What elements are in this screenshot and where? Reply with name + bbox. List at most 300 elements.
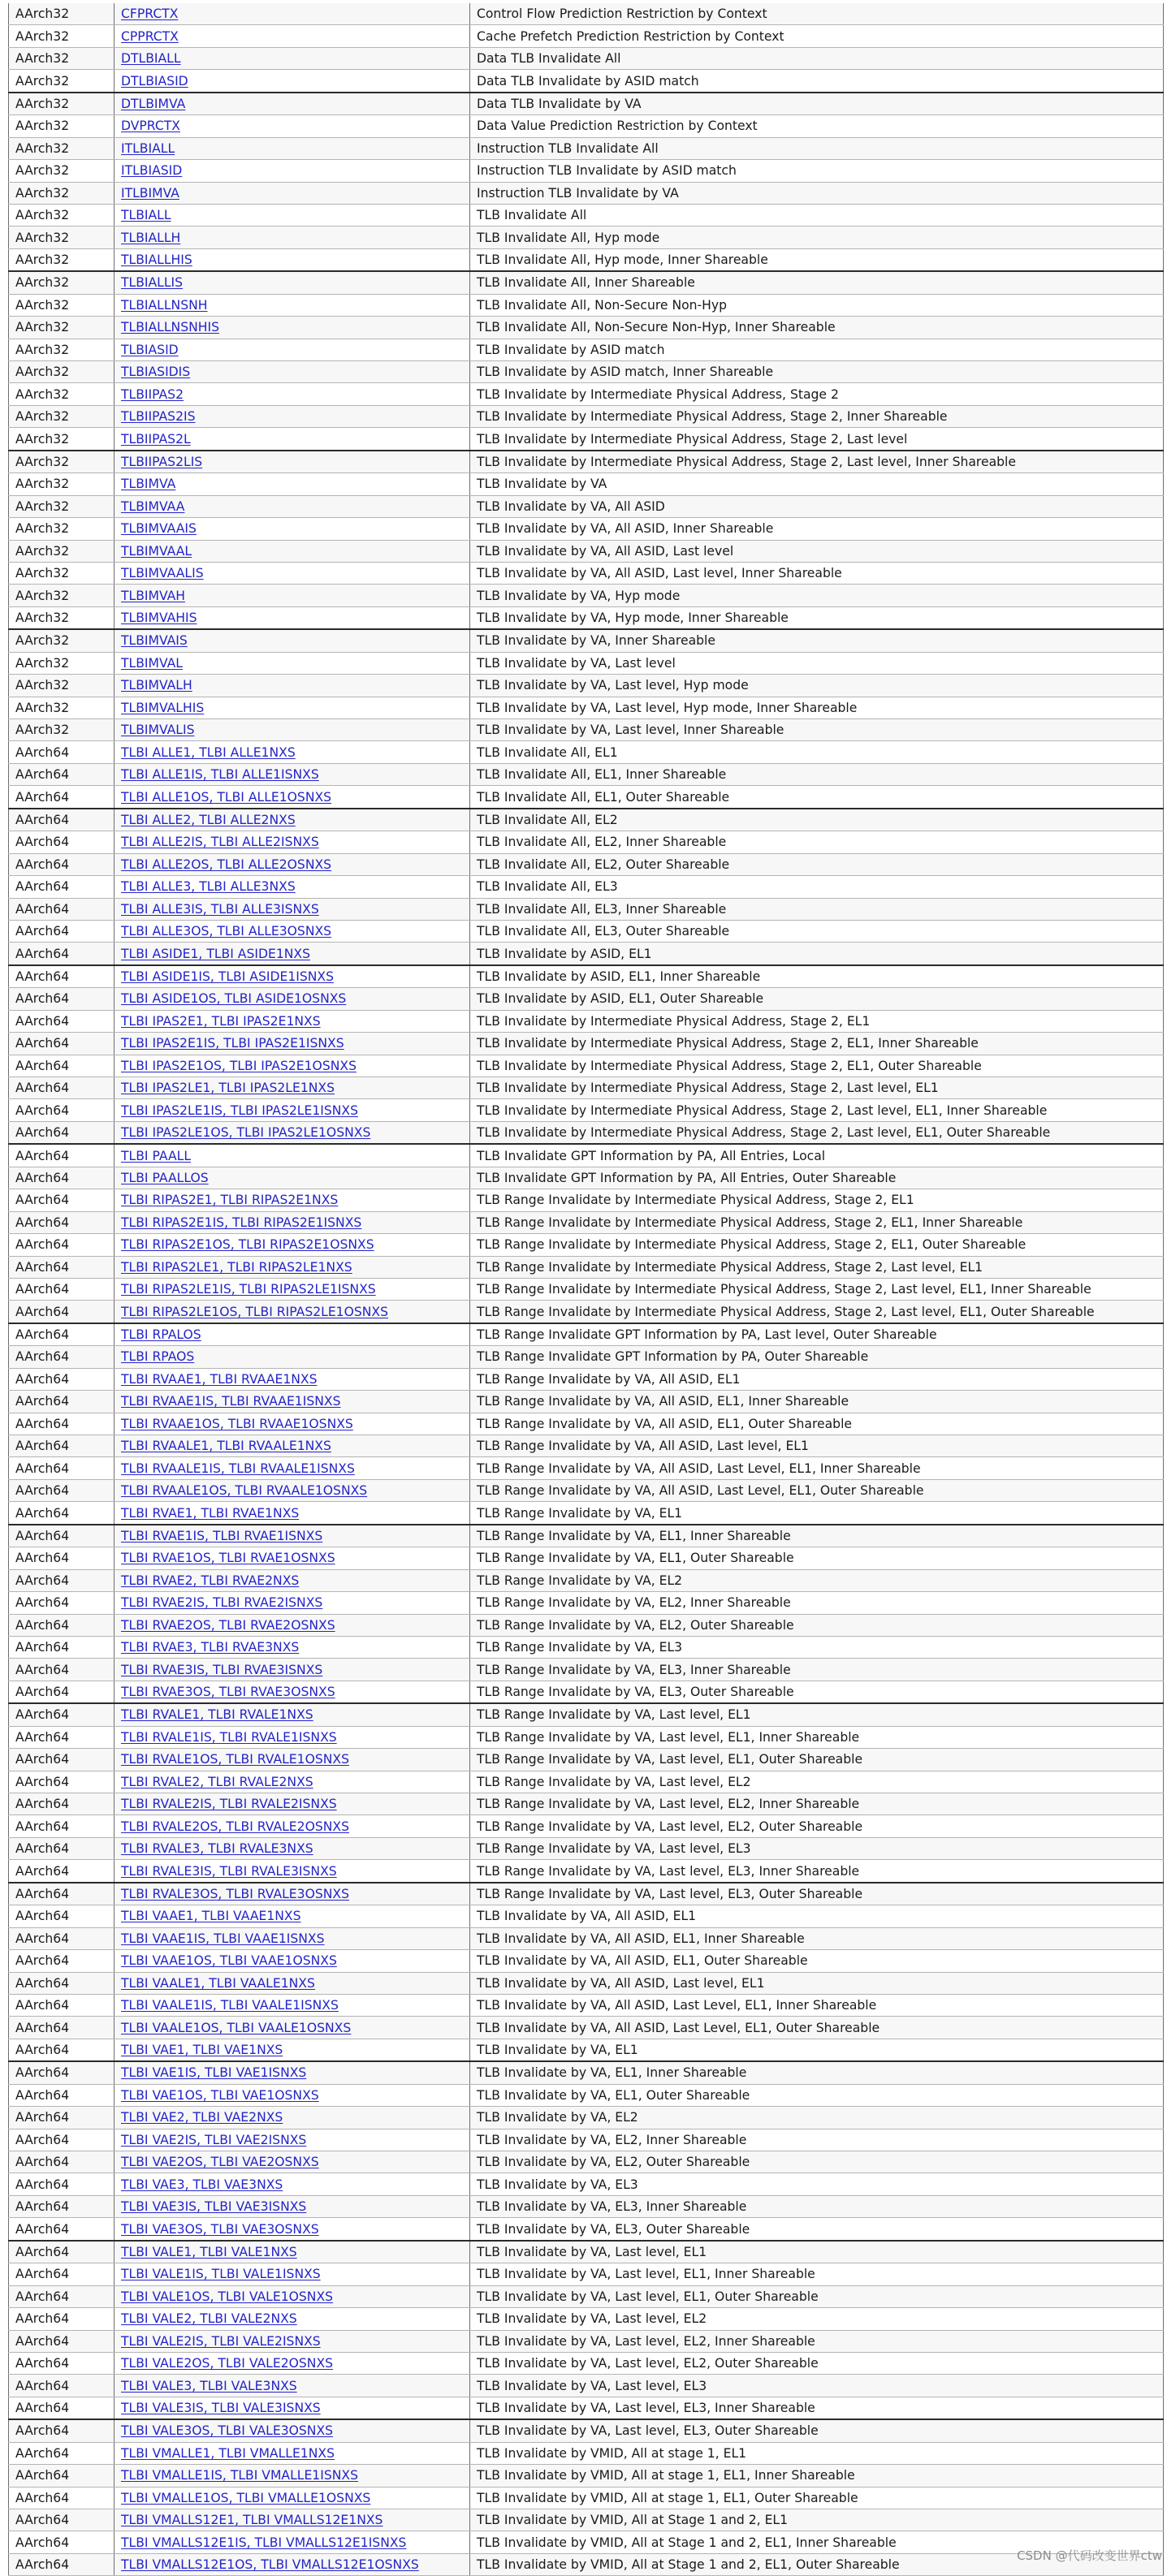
execution-state-cell: AArch64 xyxy=(9,965,115,988)
execution-state-cell: AArch64 xyxy=(9,2218,115,2241)
register-link[interactable]: TLBI RIPAS2E1IS, TLBI RIPAS2E1ISNXS xyxy=(121,1215,362,1230)
register-link[interactable]: TLBI RVAE3IS, TLBI RVAE3ISNXS xyxy=(121,1662,323,1677)
register-link[interactable]: TLBI ALLE1OS, TLBI ALLE1OSNXS xyxy=(121,789,332,805)
register-name-cell xyxy=(115,1950,470,1972)
register-link[interactable]: TLBI PAALLOS xyxy=(121,1170,209,1185)
register-description-cell: TLB Range Invalidate by Intermediate Physical Address, Stage 2, Last level, EL1, Outer Shareable xyxy=(470,1301,1164,1323)
register-link[interactable]: TLBI IPAS2LE1, TLBI IPAS2LE1NXS xyxy=(121,1081,335,1096)
register-link[interactable]: TLBI ALLE1IS, TLBI ALLE1ISNXS xyxy=(121,767,319,783)
register-link[interactable]: TLBIMVALIS xyxy=(121,723,195,738)
register-link[interactable]: TLBI PAALL xyxy=(121,1148,192,1163)
register-link[interactable]: TLBI ASIDE1, TLBI ASIDE1NXS xyxy=(121,946,310,961)
table-row xyxy=(9,1144,1164,1167)
register-link[interactable]: TLBI ALLE3, TLBI ALLE3NXS xyxy=(121,879,296,895)
register-link[interactable]: TLBI RPALOS xyxy=(121,1327,201,1343)
register-link[interactable]: TLBIALLNSNH xyxy=(121,297,208,313)
register-description-cell: TLB Invalidate by Intermediate Physical Address, Stage 2 xyxy=(470,383,1164,405)
register-name-cell xyxy=(115,227,470,248)
register-link[interactable]: TLBIMVAH xyxy=(121,588,186,603)
register-link[interactable]: TLBI VAE3OS, TLBI VAE3OSNXS xyxy=(121,2221,319,2237)
register-link[interactable]: ITLBIMVA xyxy=(121,185,179,201)
execution-state-cell: AArch64 xyxy=(9,876,115,898)
register-name-cell xyxy=(115,652,470,674)
table-row xyxy=(9,1994,1164,2016)
table-row xyxy=(9,1502,1164,1525)
register-link[interactable]: TLBIALL xyxy=(121,208,171,223)
register-link[interactable]: TLBIASIDIS xyxy=(121,365,191,380)
register-description-cell: TLB Invalidate All, EL3, Inner Shareable xyxy=(470,898,1164,920)
register-link[interactable]: TLBI VAAE1OS, TLBI VAAE1OSNXS xyxy=(121,1953,337,1969)
register-link[interactable]: TLBIIPAS2 xyxy=(121,386,184,402)
table-row xyxy=(9,1927,1164,1949)
table-row xyxy=(9,1010,1164,1032)
register-link[interactable]: TLBI VAE1, TLBI VAE1NXS xyxy=(121,2043,283,2058)
register-description-cell: TLB Range Invalidate by VA, EL3 xyxy=(470,1636,1164,1658)
table-row xyxy=(9,2241,1164,2263)
register-name-cell xyxy=(115,1994,470,2016)
register-link[interactable]: DTLBIALL xyxy=(121,51,181,67)
register-link[interactable]: TLBI ALLE1, TLBI ALLE1NXS xyxy=(121,744,296,760)
register-link[interactable]: TLBI IPAS2E1OS, TLBI IPAS2E1OSNXS xyxy=(121,1058,357,1073)
register-link[interactable]: TLBI IPAS2E1IS, TLBI IPAS2E1ISNXS xyxy=(121,1036,344,1051)
register-description-cell: TLB Invalidate All, EL2, Inner Shareable xyxy=(470,831,1164,853)
register-link[interactable]: TLBIALLH xyxy=(121,230,181,245)
register-link[interactable]: TLBIASID xyxy=(121,342,179,357)
table-row xyxy=(9,451,1164,473)
register-link[interactable]: TLBI VAALE1, TLBI VAALE1NXS xyxy=(121,1975,315,1991)
register-description-cell: TLB Invalidate GPT Information by PA, All Entries, Outer Shareable xyxy=(470,1167,1164,1189)
register-link[interactable]: TLBI VAE2, TLBI VAE2NXS xyxy=(121,2110,283,2125)
register-description-cell: TLB Invalidate All, Inner Shareable xyxy=(470,271,1164,294)
execution-state-cell: AArch64 xyxy=(9,1256,115,1278)
register-link[interactable]: TLBI RVALE3, TLBI RVALE3NXS xyxy=(121,1841,313,1857)
register-link[interactable]: DTLBIASID xyxy=(121,73,188,88)
execution-state-cell: AArch64 xyxy=(9,2061,115,2084)
table-row xyxy=(9,1435,1164,1457)
register-link[interactable]: TLBI RVALE3OS, TLBI RVALE3OSNXS xyxy=(121,1886,349,1901)
register-link[interactable]: TLBI ALLE2, TLBI ALLE2NXS xyxy=(121,812,296,827)
register-link[interactable]: TLBIMVAALIS xyxy=(121,566,204,581)
register-description-cell: TLB Range Invalidate by VA, EL2 xyxy=(470,1569,1164,1591)
register-link[interactable]: TLBI VAE1OS, TLBI VAE1OSNXS xyxy=(121,2087,319,2103)
register-name-cell xyxy=(115,876,470,898)
execution-state-cell: AArch64 xyxy=(9,1502,115,1525)
register-link[interactable]: TLBI VAE1IS, TLBI VAE1ISNXS xyxy=(121,2065,307,2081)
register-name-cell xyxy=(115,1435,470,1457)
register-name-cell xyxy=(115,1525,470,1547)
register-description-cell: TLB Invalidate by Intermediate Physical Address, Stage 2, EL1 xyxy=(470,1010,1164,1032)
register-link[interactable]: TLBIMVAAIS xyxy=(121,521,197,537)
register-description-cell: TLB Invalidate by ASID, EL1 xyxy=(470,943,1164,965)
register-link[interactable]: TLBI RVAE3OS, TLBI RVAE3OSNXS xyxy=(121,1685,335,1700)
table-row xyxy=(9,2017,1164,2039)
register-description-cell: TLB Invalidate All, EL1, Outer Shareable xyxy=(470,786,1164,809)
execution-state-cell: AArch32 xyxy=(9,47,115,69)
register-description-cell: TLB Invalidate by VMID, All at stage 1, EL1, Outer Shareable xyxy=(470,2487,1164,2509)
register-description-cell: TLB Range Invalidate by VA, Last level, EL3 xyxy=(470,1837,1164,1859)
register-name-cell xyxy=(115,1883,470,1905)
register-link[interactable]: TLBI VALE3IS, TLBI VALE3ISNXS xyxy=(121,2401,321,2416)
execution-state-cell: AArch64 xyxy=(9,1010,115,1032)
register-name-cell xyxy=(115,898,470,920)
register-description-cell: TLB Range Invalidate by Intermediate Physical Address, Stage 2, EL1 xyxy=(470,1189,1164,1211)
table-row xyxy=(9,2195,1164,2217)
register-description-cell: TLB Invalidate by Intermediate Physical Address, Stage 2, Last level xyxy=(470,428,1164,451)
register-name-cell xyxy=(115,1211,470,1233)
table-row xyxy=(9,1592,1164,1614)
register-link[interactable]: TLBI VAAE1IS, TLBI VAAE1ISNXS xyxy=(121,1931,325,1946)
register-link[interactable]: TLBI RVALE1, TLBI RVALE1NXS xyxy=(121,1707,313,1723)
register-description-cell: TLB Invalidate by VA, Last level, EL1, Outer Shareable xyxy=(470,2285,1164,2307)
execution-state-cell: AArch32 xyxy=(9,204,115,226)
execution-state-cell: AArch64 xyxy=(9,1815,115,1837)
table-row xyxy=(9,2039,1164,2061)
table-row xyxy=(9,1950,1164,1972)
register-description-cell: TLB Invalidate by VA, Hyp mode xyxy=(470,585,1164,606)
register-name-cell xyxy=(115,428,470,451)
table-row xyxy=(9,93,1164,115)
register-description-cell: TLB Invalidate by Intermediate Physical Address, Stage 2, EL1, Inner Shareable xyxy=(470,1033,1164,1055)
register-link[interactable]: TLBI ALLE3IS, TLBI ALLE3ISNXS xyxy=(121,901,319,917)
execution-state-cell: AArch32 xyxy=(9,606,115,629)
register-name-cell xyxy=(115,2084,470,2106)
register-link[interactable]: TLBI RIPAS2LE1, TLBI RIPAS2LE1NXS xyxy=(121,1259,352,1275)
register-link[interactable]: TLBI RVALE1OS, TLBI RVALE1OSNXS xyxy=(121,1752,349,1767)
execution-state-cell: AArch64 xyxy=(9,1457,115,1479)
register-link[interactable]: TLBI ASIDE1IS, TLBI ASIDE1ISNXS xyxy=(121,969,334,985)
register-name-cell xyxy=(115,831,470,853)
register-link[interactable]: TLBI VALE2IS, TLBI VALE2ISNXS xyxy=(121,2333,321,2349)
register-description-cell: TLB Invalidate by VA, All ASID, EL1, Outer Shareable xyxy=(470,1950,1164,1972)
table-row xyxy=(9,1301,1164,1323)
register-link[interactable]: TLBI VAAE1, TLBI VAAE1NXS xyxy=(121,1909,301,1924)
register-link[interactable]: TLBI RPAOS xyxy=(121,1349,195,1365)
table-row xyxy=(9,741,1164,763)
register-description-cell: TLB Range Invalidate by VA, Last level, EL2, Inner Shareable xyxy=(470,1793,1164,1815)
execution-state-cell: AArch32 xyxy=(9,294,115,316)
register-description-cell: TLB Range Invalidate by Intermediate Physical Address, Stage 2, EL1, Inner Shareable xyxy=(470,1211,1164,1233)
register-link[interactable]: TLBI VMALLS12E1IS, TLBI VMALLS12E1ISNXS xyxy=(121,2535,407,2550)
execution-state-cell: AArch64 xyxy=(9,943,115,965)
register-description-cell: TLB Range Invalidate by VA, EL1 xyxy=(470,1502,1164,1525)
execution-state-cell: AArch64 xyxy=(9,1569,115,1591)
register-name-cell xyxy=(115,2487,470,2509)
register-link[interactable]: TLBI VAALE1IS, TLBI VAALE1ISNXS xyxy=(121,1998,339,2013)
register-table-body xyxy=(9,3,1164,2576)
register-link[interactable]: TLBI VALE2OS, TLBI VALE2OSNXS xyxy=(121,2356,334,2371)
table-row xyxy=(9,1793,1164,1815)
register-description-cell: TLB Invalidate All, Non-Secure Non-Hyp xyxy=(470,294,1164,316)
register-description-cell: TLB Range Invalidate by VA, All ASID, EL1 xyxy=(470,1368,1164,1390)
register-link[interactable]: TLBI VALE1, TLBI VALE1NXS xyxy=(121,2244,297,2259)
register-name-cell xyxy=(115,675,470,697)
register-description-cell: TLB Range Invalidate by VA, Last level, EL3, Inner Shareable xyxy=(470,1860,1164,1883)
register-description-cell: TLB Invalidate All, Hyp mode, Inner Shareable xyxy=(470,248,1164,271)
register-name-cell xyxy=(115,1681,470,1703)
register-name-cell xyxy=(115,1771,470,1793)
register-description-cell: TLB Range Invalidate by VA, Last level, EL1, Inner Shareable xyxy=(470,1726,1164,1748)
table-row xyxy=(9,2442,1164,2464)
register-description-cell: Data TLB Invalidate by VA xyxy=(470,93,1164,115)
register-link[interactable]: TLBI IPAS2E1, TLBI IPAS2E1NXS xyxy=(121,1013,321,1029)
register-name-cell xyxy=(115,697,470,718)
register-description-cell: TLB Range Invalidate by VA, EL1, Outer Shareable xyxy=(470,1547,1164,1569)
register-description-cell: TLB Range Invalidate by VA, EL3, Outer Shareable xyxy=(470,1681,1164,1703)
execution-state-cell: AArch64 xyxy=(9,2487,115,2509)
register-name-cell xyxy=(115,562,470,584)
table-row xyxy=(9,1659,1164,1681)
table-row xyxy=(9,1883,1164,1905)
execution-state-cell: AArch64 xyxy=(9,1391,115,1413)
table-row xyxy=(9,1479,1164,1501)
register-link[interactable]: TLBI RIPAS2E1OS, TLBI RIPAS2E1OSNXS xyxy=(121,1237,374,1253)
execution-state-cell: AArch64 xyxy=(9,2173,115,2195)
execution-state-cell: AArch64 xyxy=(9,786,115,809)
register-link[interactable]: TLBI VAE3, TLBI VAE3NXS xyxy=(121,2177,283,2192)
register-name-cell xyxy=(115,451,470,473)
register-link[interactable]: TLBI RVAE1IS, TLBI RVAE1ISNXS xyxy=(121,1528,323,1543)
register-link[interactable]: TLBI RVALE3IS, TLBI RVALE3ISNXS xyxy=(121,1863,337,1879)
register-description-cell: TLB Invalidate by VA, EL3, Outer Shareable xyxy=(470,2218,1164,2241)
register-link[interactable]: DVPRCTX xyxy=(121,119,180,134)
register-link[interactable]: TLBI VALE1OS, TLBI VALE1OSNXS xyxy=(121,2289,334,2304)
execution-state-cell: AArch64 xyxy=(9,2531,115,2553)
table-row xyxy=(9,182,1164,204)
register-name-cell xyxy=(115,719,470,741)
table-row xyxy=(9,2084,1164,2106)
register-link[interactable]: TLBI VMALLS12E1OS, TLBI VMALLS12E1OSNXS xyxy=(121,2557,419,2573)
register-name-cell xyxy=(115,1569,470,1591)
execution-state-cell: AArch64 xyxy=(9,1592,115,1614)
register-link[interactable]: TLBI RVAALE1, TLBI RVAALE1NXS xyxy=(121,1439,331,1454)
table-row xyxy=(9,2129,1164,2151)
table-row xyxy=(9,2487,1164,2509)
register-link[interactable]: TLBI VALE2, TLBI VALE2NXS xyxy=(121,2311,297,2327)
table-row xyxy=(9,339,1164,360)
execution-state-cell: AArch64 xyxy=(9,1994,115,2016)
register-link[interactable]: TLBIMVA xyxy=(121,477,176,492)
register-link[interactable]: TLBI RVAALE1IS, TLBI RVAALE1ISNXS xyxy=(121,1461,355,1476)
register-name-cell xyxy=(115,965,470,988)
register-link[interactable]: TLBI VALE3OS, TLBI VALE3OSNXS xyxy=(121,2423,334,2439)
register-link[interactable]: TLBI VMALLE1, TLBI VMALLE1NXS xyxy=(121,2445,335,2461)
register-link[interactable]: TLBI ALLE2OS, TLBI ALLE2OSNXS xyxy=(121,857,332,872)
register-name-cell xyxy=(115,1278,470,1300)
register-description-cell: TLB Invalidate All, EL3, Outer Shareable xyxy=(470,920,1164,942)
register-link[interactable]: TLBI VALE3, TLBI VALE3NXS xyxy=(121,2378,297,2393)
register-name-cell xyxy=(115,1547,470,1569)
register-link[interactable]: TLBIMVAHIS xyxy=(121,611,197,626)
register-name-cell xyxy=(115,763,470,785)
execution-state-cell: AArch64 xyxy=(9,1189,115,1211)
register-link[interactable]: TLBI RVAE2, TLBI RVAE2NXS xyxy=(121,1573,300,1588)
register-link[interactable]: CPPRCTX xyxy=(121,28,179,44)
register-link[interactable]: TLBIIPAS2L xyxy=(121,431,191,447)
table-row xyxy=(9,965,1164,988)
register-description-cell: TLB Invalidate by VA, All ASID, EL1, Inner Shareable xyxy=(470,1927,1164,1949)
register-description-cell: TLB Invalidate by VA, Last level xyxy=(470,652,1164,674)
register-name-cell xyxy=(115,317,470,339)
register-link[interactable]: TLBI RVAALE1OS, TLBI RVAALE1OSNXS xyxy=(121,1483,368,1499)
register-description-cell: TLB Range Invalidate GPT Information by PA, Outer Shareable xyxy=(470,1346,1164,1368)
execution-state-cell: AArch64 xyxy=(9,2107,115,2129)
register-name-cell xyxy=(115,2330,470,2352)
table-row xyxy=(9,1211,1164,1233)
register-link[interactable]: TLBI RVALE1IS, TLBI RVALE1ISNXS xyxy=(121,1729,337,1745)
register-name-cell xyxy=(115,606,470,629)
register-link[interactable]: ITLBIASID xyxy=(121,163,183,179)
register-description-cell: TLB Range Invalidate by VA, All ASID, Last Level, EL1, Inner Shareable xyxy=(470,1457,1164,1479)
register-link[interactable]: TLBIMVAAL xyxy=(121,543,192,559)
execution-state-cell: AArch32 xyxy=(9,697,115,718)
register-link[interactable]: TLBI VMALLE1OS, TLBI VMALLE1OSNXS xyxy=(121,2490,371,2505)
register-name-cell xyxy=(115,2017,470,2039)
register-link[interactable]: TLBI RVAAE1, TLBI RVAAE1NXS xyxy=(121,1371,318,1387)
register-link[interactable]: TLBIALLNSNHIS xyxy=(121,320,220,335)
register-name-cell xyxy=(115,1815,470,1837)
register-link[interactable]: TLBIMVAA xyxy=(121,498,185,514)
register-table xyxy=(8,3,1164,2576)
register-link[interactable]: TLBIMVALH xyxy=(121,678,192,693)
execution-state-cell: AArch32 xyxy=(9,518,115,540)
table-row xyxy=(9,2375,1164,2397)
register-name-cell xyxy=(115,1972,470,1994)
register-link[interactable]: DTLBIMVA xyxy=(121,96,186,111)
register-link[interactable]: TLBI VAE2IS, TLBI VAE2ISNXS xyxy=(121,2132,307,2147)
execution-state-cell: AArch64 xyxy=(9,2151,115,2173)
register-name-cell xyxy=(115,2285,470,2307)
register-link[interactable]: TLBI RVAE2IS, TLBI RVAE2ISNXS xyxy=(121,1595,323,1611)
register-link[interactable]: TLBIALLHIS xyxy=(121,252,192,268)
execution-state-cell: AArch64 xyxy=(9,1234,115,1256)
register-description-cell: TLB Invalidate by VMID, All at Stage 1 and 2, EL1, Outer Shareable xyxy=(470,2553,1164,2575)
register-name-cell xyxy=(115,1502,470,1525)
register-name-cell xyxy=(115,2465,470,2487)
execution-state-cell: AArch64 xyxy=(9,2419,115,2442)
register-description-cell: TLB Invalidate GPT Information by PA, All Entries, Local xyxy=(470,1144,1164,1167)
register-link[interactable]: TLBI RVAE2OS, TLBI RVAE2OSNXS xyxy=(121,1617,335,1633)
execution-state-cell: AArch64 xyxy=(9,2330,115,2352)
table-row xyxy=(9,1055,1164,1077)
register-link[interactable]: ITLBIALL xyxy=(121,140,175,156)
register-description-cell: TLB Range Invalidate by VA, All ASID, EL1, Inner Shareable xyxy=(470,1391,1164,1413)
execution-state-cell: AArch32 xyxy=(9,248,115,271)
register-description-cell: TLB Range Invalidate by VA, All ASID, Last Level, EL1, Outer Shareable xyxy=(470,1479,1164,1501)
register-description-cell: TLB Invalidate by VA, EL1 xyxy=(470,2039,1164,2061)
register-link[interactable]: TLBIIPAS2LIS xyxy=(121,454,203,469)
table-row xyxy=(9,227,1164,248)
register-link[interactable]: TLBI VMALLE1IS, TLBI VMALLE1ISNXS xyxy=(121,2468,358,2483)
execution-state-cell: AArch64 xyxy=(9,1793,115,1815)
execution-state-cell: AArch64 xyxy=(9,2241,115,2263)
table-row xyxy=(9,1346,1164,1368)
table-row xyxy=(9,697,1164,718)
register-link[interactable]: TLBI ALLE3OS, TLBI ALLE3OSNXS xyxy=(121,924,332,939)
register-link[interactable]: TLBIMVAL xyxy=(121,655,183,671)
register-description-cell: TLB Invalidate by VA, EL2 xyxy=(470,2107,1164,2129)
register-link[interactable]: TLBIIPAS2IS xyxy=(121,409,196,425)
register-name-cell xyxy=(115,786,470,809)
table-row xyxy=(9,853,1164,875)
register-link[interactable]: TLBI RVAAE1IS, TLBI RVAAE1ISNXS xyxy=(121,1394,341,1409)
table-row xyxy=(9,1837,1164,1859)
register-name-cell xyxy=(115,2375,470,2397)
execution-state-cell: AArch64 xyxy=(9,2195,115,2217)
execution-state-cell: AArch64 xyxy=(9,1927,115,1949)
register-link[interactable]: TLBI RIPAS2E1, TLBI RIPAS2E1NXS xyxy=(121,1193,339,1208)
register-link[interactable]: TLBI RVAE1, TLBI RVAE1NXS xyxy=(121,1505,300,1521)
register-name-cell xyxy=(115,2308,470,2330)
register-name-cell xyxy=(115,1099,470,1121)
register-link[interactable]: TLBI VMALLS12E1, TLBI VMALLS12E1NXS xyxy=(121,2513,383,2528)
register-link[interactable]: TLBI VAE2OS, TLBI VAE2OSNXS xyxy=(121,2155,319,2170)
register-link[interactable]: TLBI RIPAS2LE1IS, TLBI RIPAS2LE1ISNXS xyxy=(121,1282,376,1297)
register-link[interactable]: TLBI RVAE1OS, TLBI RVAE1OSNXS xyxy=(121,1551,335,1566)
register-link[interactable]: TLBIMVAIS xyxy=(121,633,188,649)
register-description-cell: TLB Invalidate All xyxy=(470,204,1164,226)
execution-state-cell: AArch64 xyxy=(9,2129,115,2151)
register-link[interactable]: TLBI IPAS2LE1OS, TLBI IPAS2LE1OSNXS xyxy=(121,1125,371,1141)
register-name-cell xyxy=(115,1055,470,1077)
register-link[interactable]: TLBI RVALE2, TLBI RVALE2NXS xyxy=(121,1774,313,1789)
table-row xyxy=(9,3,1164,25)
register-name-cell xyxy=(115,93,470,115)
register-name-cell xyxy=(115,1413,470,1435)
register-table-container xyxy=(8,3,1163,2576)
register-link[interactable]: TLBI VAALE1OS, TLBI VAALE1OSNXS xyxy=(121,2020,352,2035)
table-row xyxy=(9,2553,1164,2575)
register-link[interactable]: TLBI ASIDE1OS, TLBI ASIDE1OSNXS xyxy=(121,991,347,1007)
register-link[interactable]: TLBI ALLE2IS, TLBI ALLE2ISNXS xyxy=(121,835,319,850)
register-name-cell xyxy=(115,3,470,25)
register-name-cell xyxy=(115,1479,470,1501)
execution-state-cell: AArch64 xyxy=(9,2509,115,2531)
register-link[interactable]: TLBI IPAS2LE1IS, TLBI IPAS2LE1ISNXS xyxy=(121,1102,358,1118)
register-link[interactable]: TLBIMVALHIS xyxy=(121,700,205,715)
register-name-cell xyxy=(115,294,470,316)
register-link[interactable]: TLBI RVALE2OS, TLBI RVALE2OSNXS xyxy=(121,1819,349,1834)
table-row xyxy=(9,518,1164,540)
register-link[interactable]: TLBI RIPAS2LE1OS, TLBI RIPAS2LE1OSNXS xyxy=(121,1304,389,1319)
register-description-cell: Control Flow Prediction Restriction by Context xyxy=(470,3,1164,25)
watermark: CSDN @代码改变世界ctw xyxy=(1017,2548,1162,2563)
table-row xyxy=(9,271,1164,294)
register-description-cell: TLB Invalidate by VA, EL2, Outer Shareable xyxy=(470,2151,1164,2173)
table-row xyxy=(9,115,1164,137)
register-link[interactable]: TLBI RVALE2IS, TLBI RVALE2ISNXS xyxy=(121,1797,337,1812)
table-row xyxy=(9,652,1164,674)
register-link[interactable]: TLBI RVAAE1OS, TLBI RVAAE1OSNXS xyxy=(121,1416,353,1431)
execution-state-cell: AArch64 xyxy=(9,1749,115,1771)
execution-state-cell: AArch32 xyxy=(9,93,115,115)
register-link[interactable]: CFPRCTX xyxy=(121,6,179,22)
register-link[interactable]: TLBI VAE3IS, TLBI VAE3ISNXS xyxy=(121,2199,307,2215)
register-description-cell: TLB Invalidate by ASID, EL1, Inner Shareable xyxy=(470,965,1164,988)
table-row xyxy=(9,2173,1164,2195)
register-description-cell: TLB Invalidate by VA, Last level, EL3 xyxy=(470,2375,1164,2397)
table-row xyxy=(9,2397,1164,2419)
execution-state-cell: AArch64 xyxy=(9,2553,115,2575)
table-row xyxy=(9,2509,1164,2531)
register-description-cell: TLB Range Invalidate by VA, All ASID, EL1, Outer Shareable xyxy=(470,1413,1164,1435)
register-description-cell: TLB Range Invalidate by VA, EL1, Inner Shareable xyxy=(470,1525,1164,1547)
register-name-cell xyxy=(115,1860,470,1883)
register-link[interactable]: TLBI VALE1IS, TLBI VALE1ISNXS xyxy=(121,2267,321,2282)
register-link[interactable]: TLBI RVAE3, TLBI RVAE3NXS xyxy=(121,1640,300,1655)
table-row xyxy=(9,294,1164,316)
register-link[interactable]: TLBIALLIS xyxy=(121,275,184,291)
register-description-cell: TLB Range Invalidate by VA, All ASID, Last level, EL1 xyxy=(470,1435,1164,1457)
